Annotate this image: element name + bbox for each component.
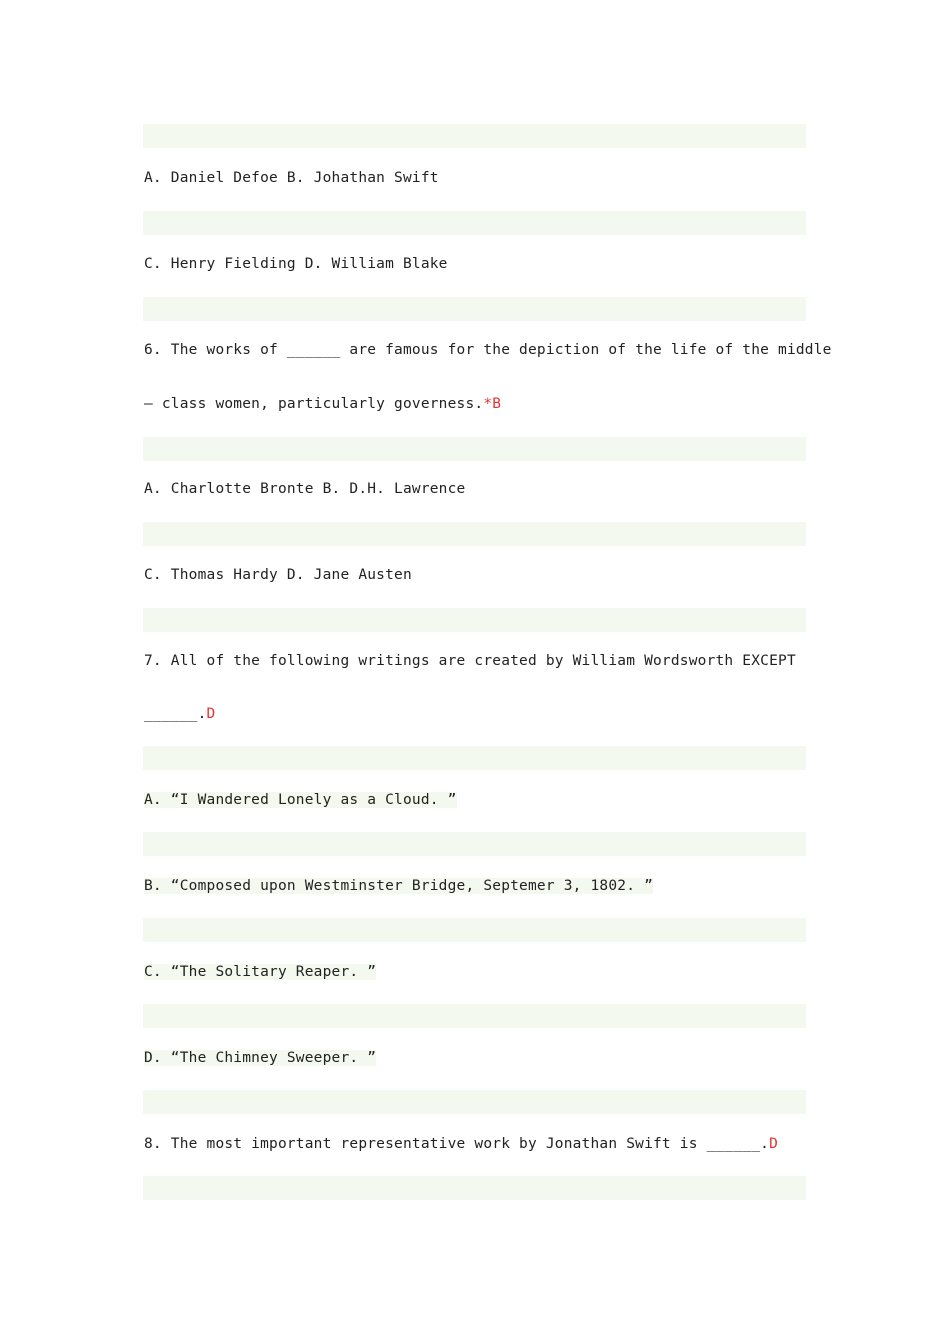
- q6-options-ab: [144, 479, 465, 499]
- spacer-band: [143, 211, 806, 235]
- q7-option-c-text: C. “The Solitary Reaper. ”: [144, 964, 377, 980]
- q5-options-cd: [144, 254, 448, 274]
- q7-option-d-text: D. “The Chimney Sweeper. ”: [144, 1050, 377, 1066]
- spacer-band: [143, 608, 806, 632]
- spacer-band: [143, 437, 806, 461]
- spacer-band: [143, 746, 806, 770]
- q7-option-d: [144, 1048, 376, 1068]
- q7-option-b: [144, 876, 653, 896]
- q6-options-cd: [144, 565, 412, 585]
- q5-options-ab: [144, 168, 439, 188]
- q7-option-a-text: A. “I Wandered Lonely as a Cloud. ”: [144, 792, 457, 808]
- q6-answer-key: *B: [483, 396, 502, 412]
- q7-option-b-text: B. “Composed upon Westminster Bridge, Septemer 3, 1802. ”: [144, 878, 653, 894]
- spacer-band: [143, 297, 806, 321]
- spacer-band: [143, 1004, 806, 1028]
- q7-option-c: [144, 962, 376, 982]
- q7-stem-line-1-text: 7. All of the following writings are created by William Wordsworth EXCEPT: [144, 653, 796, 669]
- spacer-band: [143, 1176, 806, 1200]
- q7-stem-line-2: [144, 704, 215, 724]
- q8-stem: [144, 1134, 778, 1154]
- spacer-band: [143, 124, 806, 148]
- q6-stem-line-1-text: 6. The works of ______ are famous for the depiction of the life of the middle: [144, 342, 832, 358]
- q7-stem-line-2-text: ______.: [144, 706, 207, 722]
- q7-option-a: [144, 790, 457, 810]
- spacer-band: [143, 522, 806, 546]
- q5-options-ab-text: A. Daniel Defoe B. Johathan Swift: [144, 170, 439, 186]
- q6-stem-line-2: [144, 394, 501, 414]
- q8-answer-key: D: [769, 1136, 779, 1152]
- spacer-band: [143, 1090, 806, 1114]
- q7-stem-line-1: [144, 651, 796, 671]
- q8-stem-text: 8. The most important representative work by Jonathan Swift is ______.: [144, 1136, 770, 1152]
- q6-options-cd-text: C. Thomas Hardy D. Jane Austen: [144, 567, 412, 583]
- spacer-band: [143, 832, 806, 856]
- q7-answer-key: D: [206, 706, 216, 722]
- q5-options-cd-text: C. Henry Fielding D. William Blake: [144, 256, 448, 272]
- q6-stem-line-1: [144, 340, 832, 360]
- q6-stem-line-2-text: — class women, particularly governess.: [144, 396, 484, 412]
- q6-options-ab-text: A. Charlotte Bronte B. D.H. Lawrence: [144, 481, 466, 497]
- spacer-band: [143, 918, 806, 942]
